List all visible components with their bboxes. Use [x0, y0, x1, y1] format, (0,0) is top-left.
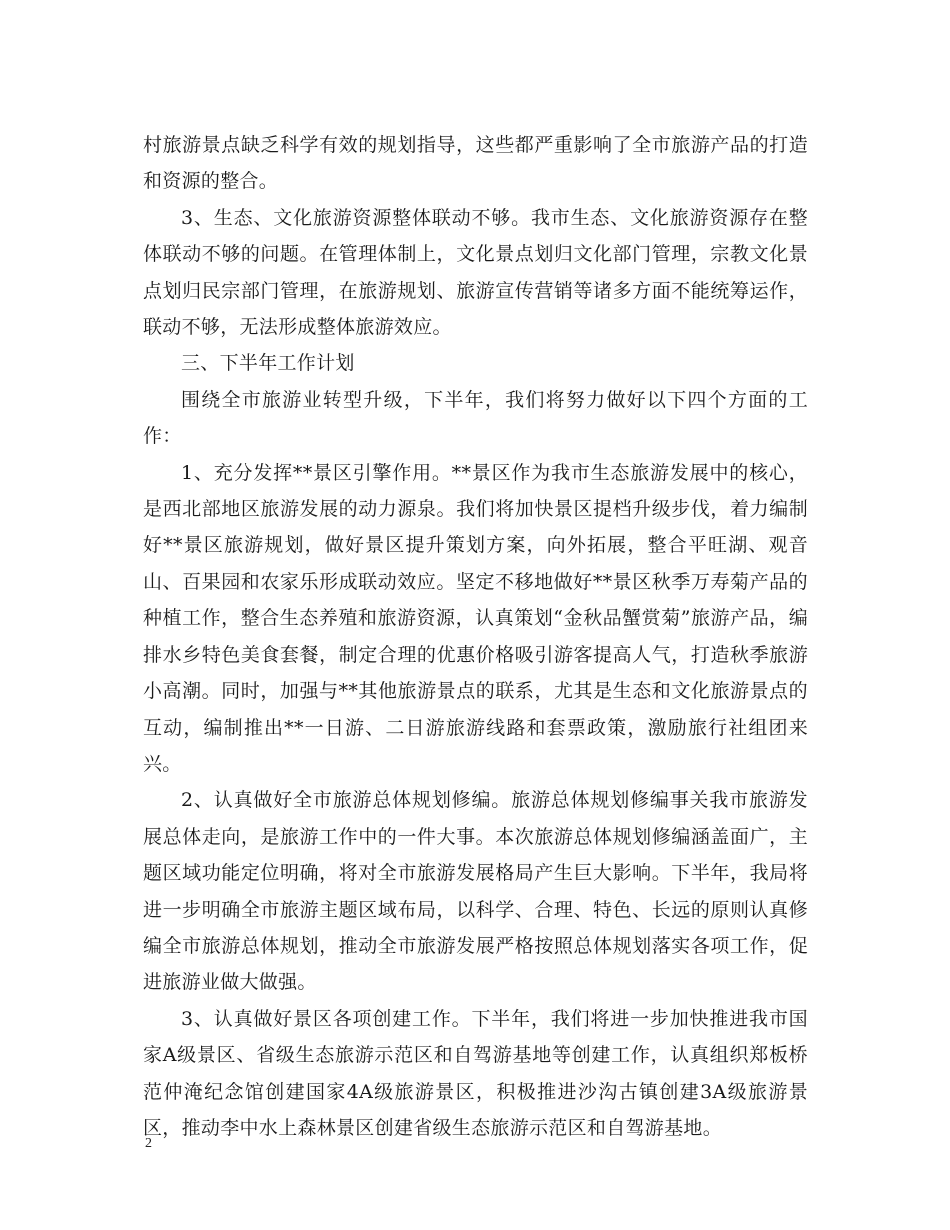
paragraph-intro: 围绕全市旅游业转型升级，下半年，我们将努力做好以下四个方面的工作： [143, 388, 808, 448]
paragraph-item-3: 3、认真做好景区各项创建工作。下半年，我们将进一步加快推进我市国家A级景区、省级生态旅游示范区和自驾游基地等创建工作，认真组织郑板桥范仲淹纪念馆创建国家4A级旅游景区，积极推进沙沟古镇创建3A级旅游景区，推动李中水上森林景区创建省级生态旅游示范区和自驾游基地。 [143, 1007, 808, 1139]
document-body [143, 127, 808, 1146]
section-heading-plan: 三、下半年工作计划 [181, 352, 355, 375]
paragraph-item-2: 2、认真做好全市旅游总体规划修编。旅游总体规划修编事关我市旅游发展总体走向，是旅游工作中的一件大事。本次旅游总体规划修编涵盖面广，主题区域功能定位明确，将对全市旅游发展格局产生巨大影响。下半年，我局将进一步明确全市旅游主题区域布局，以科学、合理、特色、长远的原则认真修编全市旅游总体规划，推动全市旅游发展严格按照总体规划落实各项工作，促进旅游业做大做强。 [143, 789, 808, 994]
paragraph-continuation: 村旅游景点缺乏科学有效的规划指导，这些都严重影响了全市旅游产品的打造和资源的整合。 [143, 134, 808, 193]
page-number: 2 [145, 1136, 152, 1151]
paragraph-item-1: 1、充分发挥**景区引擎作用。**景区作为我市生态旅游发展中的核心，是西北部地区旅游发展的动力源泉。我们将加快景区提档升级步伐，着力编制好**景区旅游规划，做好景区提升策划方案，向外拓展，整合平旺湖、观音山、百果园和农家乐形成联动效应。坚定不移地做好**景区秋季万寿菊产品的种植工作，整合生态养殖和旅游资源，认真策划“金秋品蟹赏菊”旅游产品，编排水乡特色美食套餐，制定合理的优惠价格吸引游客提高人气，打造秋季旅游小高潮。同时，加强与**其他旅游景点的联系，尤其是生态和文化旅游景点的互动，编制推出**一日游、二日游旅游线路和套票政策，激励旅行社组团来兴。 [143, 461, 808, 775]
paragraph-item-3-resources: 3、生态、文化旅游资源整体联动不够。我市生态、文化旅游资源存在整体联动不够的问题。在管理体制上，文化景点划归文化部门管理，宗教文化景点划归民宗部门管理，在旅游规划、旅游宣传营销等诸多方面不能统筹运作，联动不够，无法形成整体旅游效应。 [143, 206, 808, 339]
